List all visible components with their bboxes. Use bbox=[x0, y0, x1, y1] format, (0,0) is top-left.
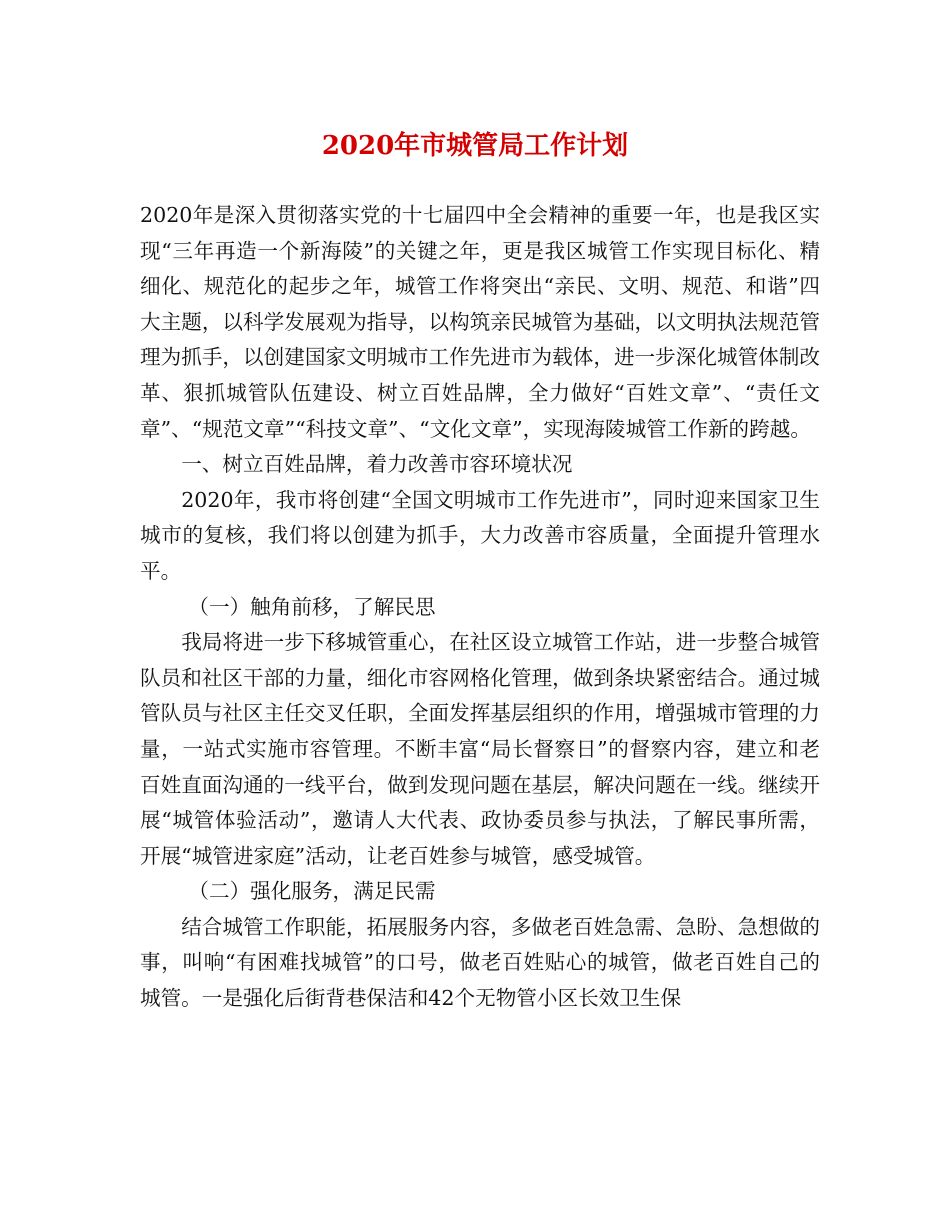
subsection-heading-2: （二）强化服务，满足民需 bbox=[188, 879, 436, 904]
paragraph-subsection-1: 我局将进一步下移城管重心，在社区设立城管工作站，进一步整合城管队员和社区干部的力量，细化市容网格化管理，做到条块紧密结合。通过城管队员与社区主任交叉任职，全面发挥基层组织的作用，增强城市管理的力量，一站式实施市容管理。不断丰富“局长督察日”的督察内容，建立和老百姓直面沟通的一线平台，做到发现问题在基层，解决问题在一线。继续开展“城管体验活动”，邀请人大代表、政协委员参与执法，了解民事所需，开展“城管进家庭”活动，让老百姓参与城管，感受城管。 bbox=[140, 630, 820, 868]
document-title: 2020年市城管局工作计划 bbox=[321, 131, 629, 161]
document-body bbox=[140, 198, 820, 1017]
paragraph-subsection-2: 结合城管工作职能，拓展服务内容，多做老百姓急需、急盼、急想做的事，叫响“有困难找城管”的口号，做老百姓贴心的城管，做老百姓自己的城管。一是强化后街背巷保洁和42个无物管小区长效卫生保 bbox=[140, 914, 820, 1011]
paragraph-intro: 2020年是深入贯彻落实党的十七届四中全会精神的重要一年，也是我区实现“三年再造一个新海陵”的关键之年，更是我区城管工作实现目标化、精细化、规范化的起步之年，城管工作将突出“亲民、文明、规范、和谐”四大主题，以科学发展观为指导，以构筑亲民城管为基础，以文明执法规范管理为抓手，以创建国家文明城市工作先进市为载体，进一步深化城管体制改革、狠抓城管队伍建设、树立百姓品牌，全力做好“百姓文章”、“责任文章”、“规范文章”“科技文章”、“文化文章”，实现海陵城管工作新的跨越。 bbox=[140, 203, 820, 441]
subsection-heading-1: （一）触角前移，了解民思 bbox=[188, 594, 436, 619]
paragraph-section-1: 2020年，我市将创建“全国文明城市工作先进市”，同时迎来国家卫生城市的复核，我们将以创建为抓手，大力改善市容质量，全面提升管理水平。 bbox=[140, 487, 820, 583]
section-heading-1: 一、树立百姓品牌，着力改善市容环境状况 bbox=[181, 452, 573, 477]
